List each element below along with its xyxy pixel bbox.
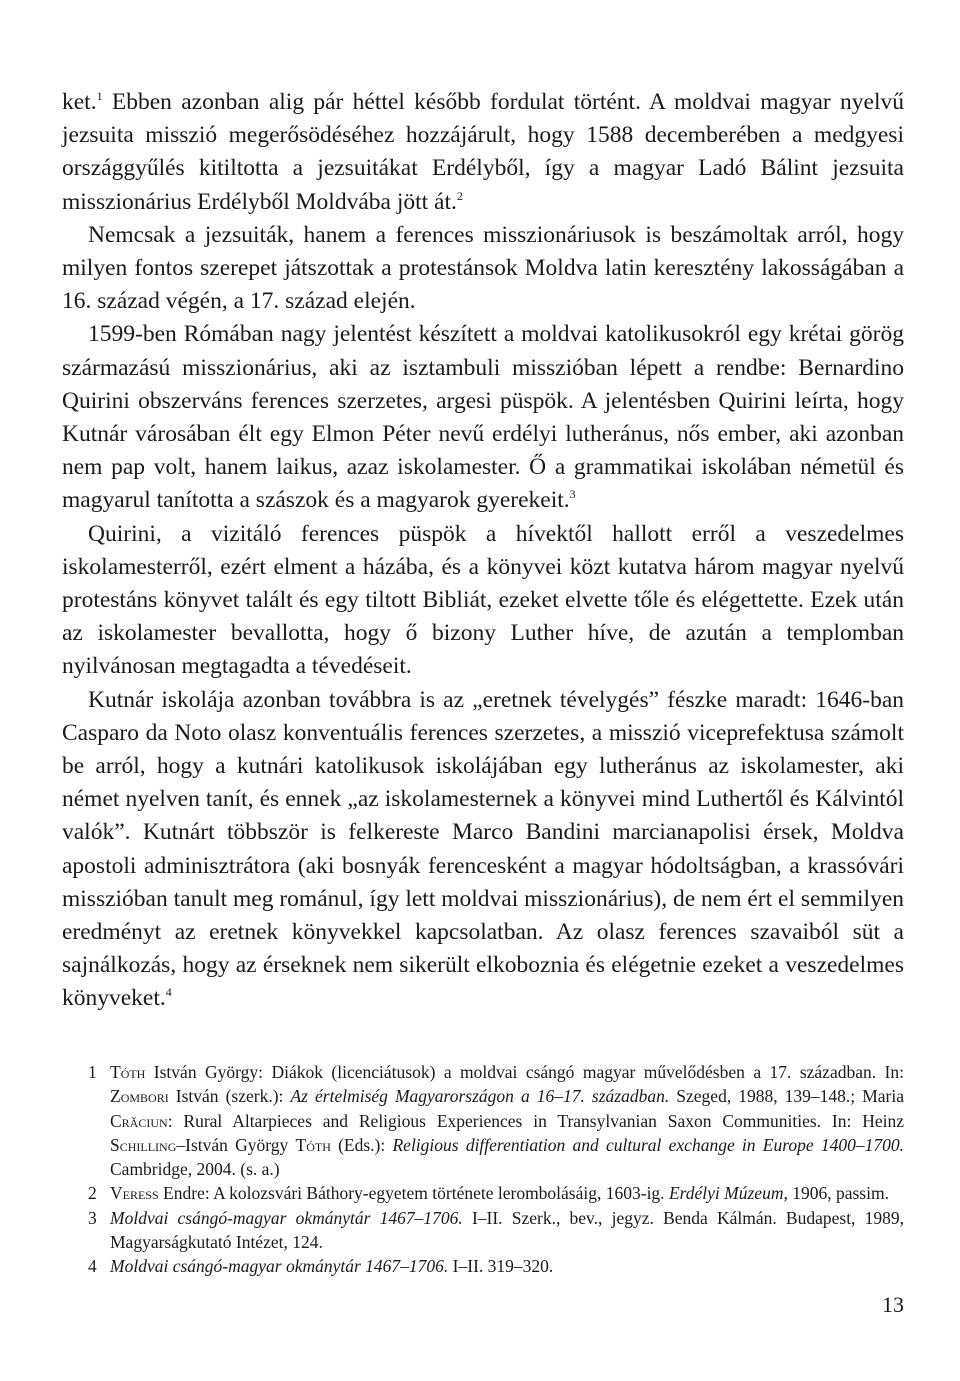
footnote-title: Moldvai csángó-magyar okmánytár 1467–1706. [110,1207,463,1228]
footnote-text: : Rural Altarpieces and Religious Experiences in Transylvanian Saxon Communities. In: Heinz [167,1110,904,1131]
footnote-3 [88,1206,904,1255]
footnote-text: Cambridge, 2004. (s. a.) [110,1159,280,1180]
footnote-author: Veress [110,1183,159,1204]
footnote-text: –István György [176,1134,296,1155]
footnote-text: István (szerk.): [168,1086,291,1107]
paragraph-2: Nemcsak a jezsuiták, hanem a ferences misszionáriusok is beszámoltak arról, hogy milyen fontos szerepet játszottak a protestánsok Moldva latin keresztény lakosságában a 16. század végén, a 17. század elején. [62,221,904,315]
footnote-1 [88,1060,904,1181]
footnote-text: I–II. 319–320. [448,1256,554,1277]
footnote-author: Tóth [110,1062,146,1082]
footnote-text: I–II. Szerk., bev., jegyz. Benda Kálmán. Budapest, 1989, Magyarságkutató Intézet, 124. [110,1207,904,1253]
paragraph-3-text: 1599-ben Rómában nagy jelentést készített a moldvai katolikusokról egy krétai görög származású misszionárius, aki az isztambuli misszióban lépett a rendbe: Bernardino Quirini obszerváns ferences szerzetes, argesi püspök. A jelentésben Quirini leírta, hogy Kutnár városában élt egy Elmon Péter nevű erdélyi lutheránus, nős ember, aki azonban nem pap volt, hanem laikus, azaz iskolamester. Ő a grammatikai iskolában németül és magyarul tanította a szászok és a magyarok gyerekeit. [62,321,904,514]
footnote-title: Erdélyi Múzeum, [668,1183,788,1204]
footnotes [88,1060,904,1279]
footnote-number: 3 [88,1207,97,1228]
main-text [62,86,904,1016]
footnote-text: 1906, passim. [787,1183,889,1204]
paragraph-1 [62,86,904,219]
footnote-author: Tóth [295,1134,331,1155]
footnote-author: Crăciun [110,1110,168,1131]
paragraph-5 [62,684,904,1016]
footnote-title: Religious differentiation and cultural exchange in Europe 1400–1700. [392,1134,904,1155]
paragraph-4: Quirini, a vizitáló ferences püspök a hívektől hallott erről a veszedelmes iskolamesterről, ezért elment a házába, és a könyvei közt kutatva három magyar nyelvű protestáns könyvet talált és egy tiltott Bibliát, ezeket elvette tőle és elégettette. Ezek után az iskolamester bevallotta, hogy ő bizony Luther híve, de azután a templomban nyilvánosan megtagadta a tévedéseit. [62,520,904,680]
footnote-ref-4[interactable]: 4 [165,985,172,1000]
footnote-ref-3[interactable]: 3 [569,487,576,502]
footnote-number: 2 [88,1183,97,1204]
footnote-text: István György: Diákok (licenciátusok) a moldvai csángó magyar művelődésben a 17. században. In: [145,1062,904,1082]
page-number: 13 [882,1292,904,1317]
footnote-text: (Eds.): [330,1134,393,1155]
footnote-ref-2[interactable]: 2 [456,188,463,203]
paragraph-1-text: Ebben azonban alig pár héttel később fordulat történt. A moldvai magyar nyelvű jezsuita misszió megerősödéséhez hozzájárult, hogy 1588 decemberében a medgyesi országgyűlés kitiltotta a jezsuitákat Erdélyből, így a magyar Ladó Bálint jezsuita misszionárius Erdélyből Moldvába jött át. [62,89,904,215]
footnote-2 [88,1181,904,1205]
paragraph-5-text: Kutnár iskolája azonban továbbra is az „eretnek tévelygés” fészke maradt: 1646-ban Casparo da Noto olasz konventuális ferences szerzetes, a misszió viceprefektusa számolt be arról, hogy a kutnári katolikusok iskolájában egy lutheránus az iskolamester, aki német nyelven tanít, és ennek „az iskolamesternek a könyvei mind Luthertől és Kálvintól valók”. Kutnárt többször is felkereste Marco Bandini marcianapolisi érsek, Moldva apostoli adminisztrátora (aki bosnyák ferencesként a magyar hódoltságban, a krassóvári misszióban tanult meg románul, így lett moldvai misszionárius), de nem ért el semmilyen eredményt az eretnek könyvekkel kapcsolatban. Az olasz ferences szavaiból süt a sajnálkozás, hogy az érseknek nem sikerült elkoboznia és elégetnie ezeket a veszedelmes könyveket. [62,686,904,1012]
footnote-number: 4 [88,1256,97,1277]
footnote-author: Zombori [110,1086,169,1107]
footnote-text: Endre: A kolozsvári Báthory-egyetem története lerombolásáig, 1603-ig. [158,1183,669,1204]
footnote-number: 1 [88,1062,97,1082]
paragraph-1-start: ket. [62,89,97,115]
footnote-text: Szeged, 1988, 139–148.; Maria [669,1086,904,1107]
footnote-author: Schilling [110,1134,177,1155]
footnote-ref-1[interactable]: 1 [96,89,103,104]
paragraph-3 [62,318,904,517]
footnote-title: Moldvai csángó-magyar okmánytár 1467–1706. [110,1256,449,1277]
footnote-4 [88,1254,904,1278]
footnote-title: Az értelmiség Magyarországon a 16–17. században. [290,1086,670,1107]
